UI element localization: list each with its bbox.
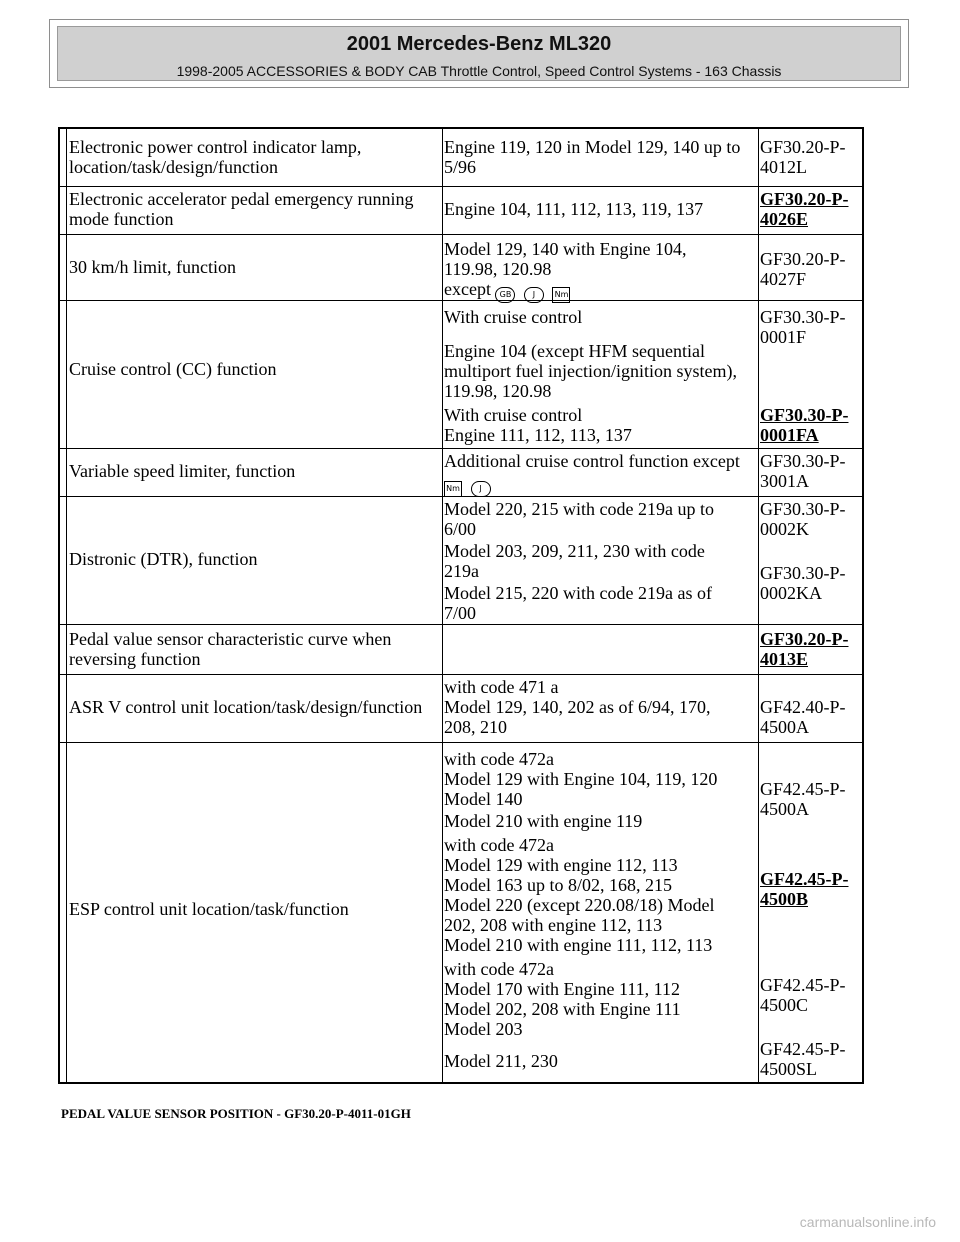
function-text: 30 km/h limit, function xyxy=(69,257,236,277)
condition-text: With cruise control xyxy=(444,307,583,327)
page-title: 2001 Mercedes-Benz ML320 xyxy=(346,33,612,55)
condition-text: 7/00 xyxy=(444,603,477,623)
condition-text: Model 220 (except 220.08/18) Model xyxy=(444,895,715,915)
country-j-icon: J xyxy=(471,481,491,497)
figure-caption: PEDAL VALUE SENSOR POSITION - GF30.20-P-4011-01GH xyxy=(61,1106,411,1121)
watermark: carmanualsonline.info xyxy=(799,1214,936,1230)
document-number: GF30.30-P- xyxy=(760,451,846,471)
document-number: 4500SL xyxy=(760,1059,818,1079)
document-number: 3001A xyxy=(760,471,809,491)
condition-text: with code 472a xyxy=(444,835,554,855)
document-link[interactable]: 0001FA xyxy=(760,425,819,445)
document-number: 0001F xyxy=(760,327,807,347)
condition-text: Model 210 with engine 111, 112, 113 xyxy=(444,935,713,955)
condition-icons xyxy=(444,473,495,497)
condition-text: Model 170 with Engine 111, 112 xyxy=(444,979,680,999)
document-number: GF30.30-P- xyxy=(760,499,846,519)
condition-text: Model 140 xyxy=(444,789,523,809)
table-row xyxy=(60,301,862,449)
condition-text: 119.98, 120.98 xyxy=(444,381,552,401)
function-text: Pedal value sensor characteristic curve when xyxy=(69,629,392,649)
condition-text: Engine 119, 120 in Model 129, 140 up to xyxy=(444,137,741,157)
condition-text: Engine 111, 112, 113, 137 xyxy=(444,425,632,445)
condition-text: 202, 208 with engine 112, 113 xyxy=(444,915,663,935)
torque-nm-icon: Nm xyxy=(552,287,570,303)
condition-text: 208, 210 xyxy=(444,717,507,737)
table-row xyxy=(60,187,862,235)
document-number: GF30.30-P- xyxy=(760,563,846,583)
document-number: GF42.40-P- xyxy=(760,697,846,717)
page-header-panel xyxy=(57,26,901,81)
condition-text xyxy=(444,279,574,303)
condition-text: 119.98, 120.98 xyxy=(444,259,552,279)
document-link[interactable]: 4026E xyxy=(760,209,809,229)
document-number: GF30.20-P- xyxy=(760,249,846,269)
document-number: 4500C xyxy=(760,995,809,1015)
function-text: ESP control unit location/task/function xyxy=(69,899,349,919)
condition-text: Model 215, 220 with code 219a as of xyxy=(444,583,712,603)
function-text: ASR V control unit location/task/design/function xyxy=(69,697,423,717)
condition-text: 5/96 xyxy=(444,157,477,177)
condition-text: Model 129, 140 with Engine 104, xyxy=(444,239,687,259)
function-text: mode function xyxy=(69,209,174,229)
document-link[interactable]: GF30.30-P- xyxy=(760,405,849,425)
condition-text: Model 211, 230 xyxy=(444,1051,558,1071)
country-gb-icon: GB xyxy=(495,287,515,303)
condition-text: with code 472a xyxy=(444,749,554,769)
document-number: 0002K xyxy=(760,519,809,539)
table-row xyxy=(60,235,862,301)
document-number: GF42.45-P- xyxy=(760,779,846,799)
condition-text: Additional cruise control function except xyxy=(444,451,740,471)
table-row xyxy=(60,743,862,1084)
condition-text: except xyxy=(444,279,491,299)
document-link[interactable]: GF30.20-P- xyxy=(760,189,849,209)
document-number: 4500A xyxy=(760,717,809,737)
document-link[interactable]: GF42.45-P- xyxy=(760,869,849,889)
condition-text: with code 472a xyxy=(444,959,554,979)
document-number: GF42.45-P- xyxy=(760,975,846,995)
condition-text: Model 163 up to 8/02, 168, 215 xyxy=(444,875,672,895)
condition-text: Engine 104, 111, 112, 113, 119, 137 xyxy=(444,199,704,219)
condition-text: 6/00 xyxy=(444,519,477,539)
condition-text: multiport fuel injection/ignition system), xyxy=(444,361,737,381)
document-number: 4012L xyxy=(760,157,807,177)
function-text: Variable speed limiter, function xyxy=(69,461,296,481)
table-row xyxy=(60,449,862,497)
condition-text: Model 129 with engine 112, 113 xyxy=(444,855,678,875)
function-text: location/task/design/function xyxy=(69,157,278,177)
function-text: Distronic (DTR), function xyxy=(69,549,258,569)
function-text: Cruise control (CC) function xyxy=(69,359,277,379)
document-number: GF42.45-P- xyxy=(760,1039,846,1059)
page-header xyxy=(49,19,909,88)
condition-text: Model 210 with engine 119 xyxy=(444,811,643,831)
country-j-icon: J xyxy=(524,287,544,303)
condition-text: Model 202, 208 with Engine 111 xyxy=(444,999,681,1019)
page-subtitle: 1998-2005 ACCESSORIES & BODY CAB Throttle Control, Speed Control Systems - 163 Chassis xyxy=(176,63,782,79)
document-link[interactable]: 4013E xyxy=(760,649,809,669)
document-link[interactable]: 4500B xyxy=(760,889,809,909)
condition-text: Model 129 with Engine 104, 119, 120 xyxy=(444,769,718,789)
condition-text: Model 129, 140, 202 as of 6/94, 170, xyxy=(444,697,711,717)
table-row xyxy=(60,675,862,743)
condition-text: Engine 104 (except HFM sequential xyxy=(444,341,705,361)
torque-nm-icon: Nm xyxy=(444,481,462,497)
document-number: GF30.30-P- xyxy=(760,307,846,327)
condition-text: With cruise control xyxy=(444,405,583,425)
table-row xyxy=(60,129,862,187)
table-row xyxy=(60,497,862,625)
condition-text: 219a xyxy=(444,561,479,581)
condition-text: Model 203, 209, 211, 230 with code xyxy=(444,541,705,561)
function-text: reversing function xyxy=(69,649,201,669)
document-table xyxy=(58,127,864,1084)
condition-text: Model 220, 215 with code 219a up to xyxy=(444,499,714,519)
condition-text: with code 471 a xyxy=(444,677,559,697)
table-row xyxy=(60,625,862,675)
document-number: 0002KA xyxy=(760,583,822,603)
function-text: Electronic power control indicator lamp, xyxy=(69,137,362,157)
document-number: 4500A xyxy=(760,799,809,819)
condition-text: Model 203 xyxy=(444,1019,523,1039)
document-number: GF30.20-P- xyxy=(760,137,846,157)
document-number: 4027F xyxy=(760,269,807,289)
function-text: Electronic accelerator pedal emergency running xyxy=(69,189,414,209)
document-link[interactable]: GF30.20-P- xyxy=(760,629,849,649)
